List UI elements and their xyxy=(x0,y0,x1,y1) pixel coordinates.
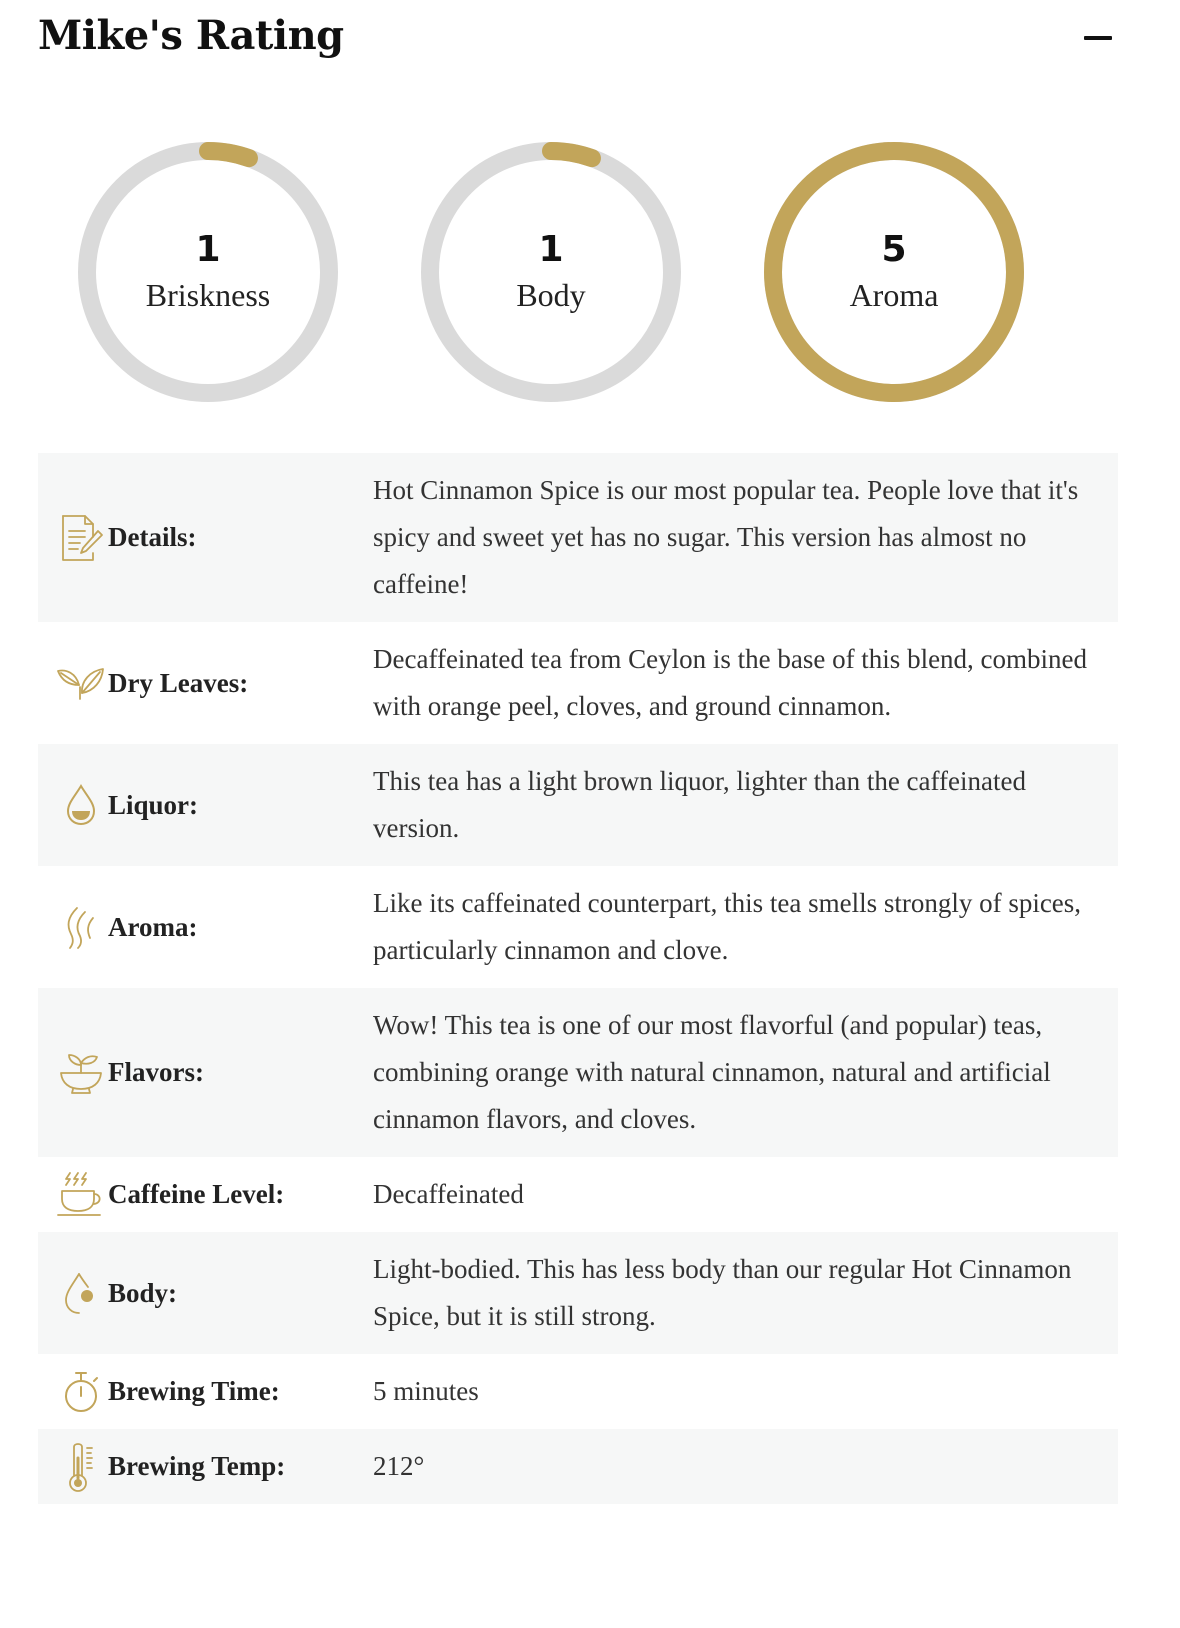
aroma-wisps-icon xyxy=(56,902,106,952)
rating-value: 5 xyxy=(881,229,907,270)
detail-value: Hot Cinnamon Spice is our most popular tea. People love that it's spicy and sweet yet has no sugar. This version has almost no caffeine! xyxy=(373,475,1079,599)
detail-label: Body: xyxy=(108,1277,178,1308)
detail-row-brewing-time xyxy=(38,1354,1118,1429)
stopwatch-icon xyxy=(56,1367,106,1417)
detail-row-flavors xyxy=(38,988,1118,1157)
rating-label: Body xyxy=(516,277,586,313)
droplet-icon xyxy=(56,780,106,830)
detail-row-brewing-temp xyxy=(38,1429,1118,1504)
drop-dial-icon xyxy=(56,1268,106,1318)
detail-value: Like its caffeinated counterpart, this tea smells strongly of spices, particularly cinnamon and clove. xyxy=(373,888,1082,965)
rating-rings xyxy=(0,120,1180,420)
collapse-button[interactable] xyxy=(1078,22,1118,56)
detail-label: Brewing Time: xyxy=(108,1376,280,1406)
detail-row-aroma xyxy=(38,866,1118,988)
section-title: Mike's Rating xyxy=(38,12,344,59)
detail-label: Brewing Temp: xyxy=(108,1451,286,1481)
detail-value: Decaffeinated tea from Ceylon is the base of this blend, combined with orange peel, cloves, and ground cinnamon. xyxy=(373,644,1088,721)
detail-row-details xyxy=(38,453,1118,622)
detail-row-body xyxy=(38,1232,1118,1354)
document-pencil-icon xyxy=(56,513,106,563)
detail-label: Details: xyxy=(108,522,197,552)
detail-value: Light-bodied. This has less body than our regular Hot Cinnamon Spice, but it is still strong. xyxy=(373,1254,1072,1331)
detail-label: Aroma: xyxy=(108,911,198,942)
tea-details-table xyxy=(38,453,1118,1504)
detail-label: Liquor: xyxy=(108,789,199,820)
minus-icon xyxy=(1084,36,1112,40)
rating-header xyxy=(38,0,1118,80)
rating-ring-aroma xyxy=(756,134,1032,410)
cup-energy-icon xyxy=(56,1170,106,1220)
rating-label: Aroma xyxy=(849,277,939,313)
detail-row-caffeine-level xyxy=(38,1157,1118,1232)
rating-ring-briskness xyxy=(70,134,346,410)
detail-value: 5 minutes xyxy=(373,1376,479,1406)
thermometer-icon xyxy=(56,1442,106,1492)
detail-label: Caffeine Level: xyxy=(108,1179,285,1209)
detail-value: This tea has a light brown liquor, lighter than the caffeinated version. xyxy=(373,766,1026,843)
rating-ring-body xyxy=(413,134,689,410)
rating-value: 1 xyxy=(195,229,221,270)
detail-value: 212° xyxy=(373,1451,425,1481)
rating-label: Briskness xyxy=(145,277,271,313)
rating-value: 1 xyxy=(538,229,564,270)
detail-label: Dry Leaves: xyxy=(108,667,249,698)
detail-row-liquor xyxy=(38,744,1118,866)
detail-row-dry-leaves xyxy=(38,622,1118,744)
detail-value: Wow! This tea is one of our most flavorful (and popular) teas, combining orange with natural cinnamon, natural and artificial cinnamon flavors, and cloves. xyxy=(373,1010,1051,1134)
detail-label: Flavors: xyxy=(108,1057,204,1087)
detail-value: Decaffeinated xyxy=(373,1179,524,1209)
bowl-sprout-icon xyxy=(56,1048,106,1098)
leaves-icon xyxy=(56,658,106,708)
